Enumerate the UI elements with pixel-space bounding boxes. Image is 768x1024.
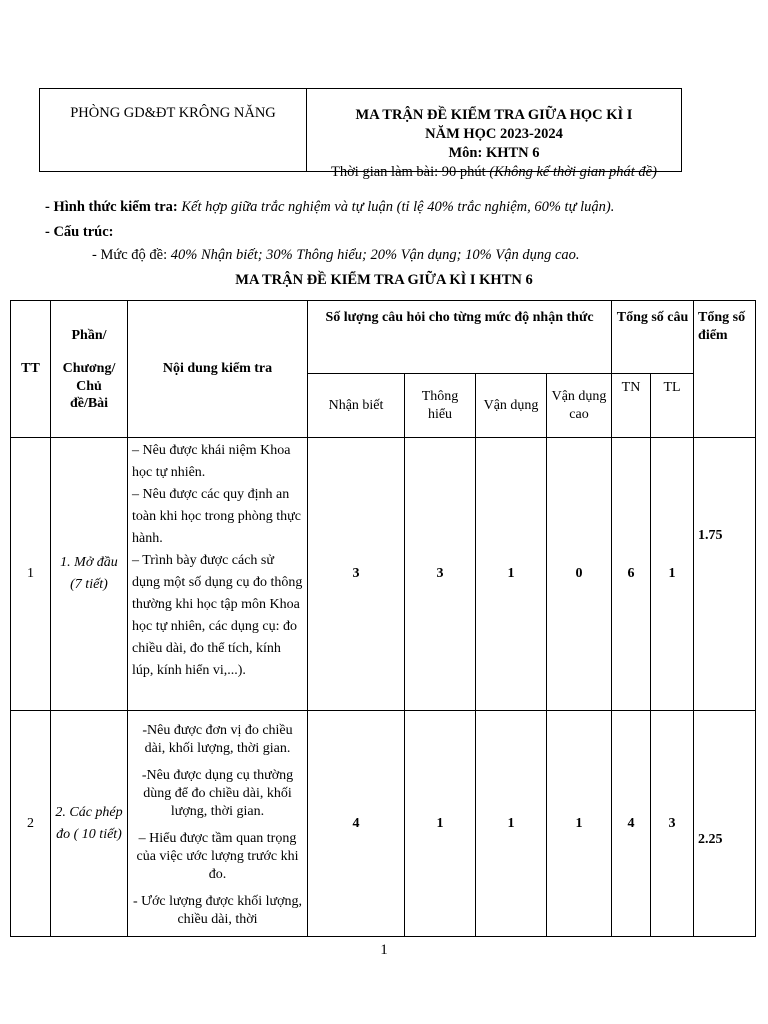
content-item: – Trình bày được cách sử dụng một số dụng cụ đo thông thường khi học tập môn Khoa học tự nhiên, các dụng cụ: đo chiều dài, đo thể tích, kính lúp, kính hiển vi,...).: [132, 553, 303, 678]
row-tt: 2: [11, 711, 51, 937]
structure-label: - Cấu trúc:: [45, 224, 114, 240]
exam-form-value: Kết hợp giữa trắc nghiệm và tự luận (tỉ lệ 40% trắc nghiệm, 60% tự luận).: [181, 199, 615, 215]
level-label: - Mức độ đề:: [92, 247, 171, 263]
content-item: – Nêu được các quy định an toàn khi học trong phòng thực hành.: [132, 487, 301, 546]
header-content: Nội dung kiểm tra: [128, 301, 308, 438]
matrix-title: MA TRẬN ĐỀ KIỂM TRA GIỮA KÌ I KHTN 6: [235, 272, 533, 288]
content-item: - Ước lượng được khối lượng, chiều dài, thời: [133, 894, 302, 927]
row-content: [128, 711, 308, 937]
row-van-dung: 1: [476, 711, 547, 937]
header-row-1: [11, 301, 756, 374]
row-topic: 1. Mở đầu (7 tiết): [51, 438, 128, 711]
header-tl: TL: [651, 374, 694, 438]
content-item: – Nêu được khái niệm Khoa học tự nhiên.: [132, 443, 291, 480]
page-number: 1: [380, 942, 388, 958]
row-topic: 2. Các phép đo ( 10 tiết): [51, 711, 128, 937]
exam-title: MA TRẬN ĐỀ KIỂM TRA GIỮA HỌC KÌ I: [355, 107, 633, 123]
header-part-a: Phần/: [71, 328, 107, 343]
header-part: [51, 301, 128, 438]
row-tl: 1: [651, 438, 694, 711]
header-box: [39, 88, 682, 180]
exam-form-line: [45, 199, 614, 216]
row-thong-hieu: 3: [405, 438, 476, 711]
exam-form-label: - Hình thức kiểm tra:: [45, 199, 182, 215]
row-tt: 1: [11, 438, 51, 711]
header-total-score: Tổng số điểm: [694, 301, 756, 438]
header-part-d: đề/Bài: [69, 396, 109, 411]
header-van-dung: Vận dụng: [476, 374, 547, 438]
row-score: 2.25: [694, 711, 756, 937]
header-nhan-biet: Nhận biết: [308, 374, 405, 438]
exam-title-block: [307, 89, 681, 180]
table-row: [11, 438, 756, 711]
content-item: -Nêu được dụng cụ thường dùng để đo chiều dài, khối lượng, thời gian.: [141, 768, 294, 819]
row-tn: 6: [612, 438, 651, 711]
row-content: [128, 438, 308, 711]
row-tn: 4: [612, 711, 651, 937]
row-score: 1.75: [694, 438, 756, 711]
row-van-dung-cao: 0: [547, 438, 612, 711]
row-van-dung-cao: 1: [547, 711, 612, 937]
department-name: PHÒNG GD&ĐT KRÔNG NĂNG: [40, 89, 307, 171]
header-tt: TT: [11, 301, 51, 438]
content-item: – Hiểu được tầm quan trọng của việc ước lượng trước khi đo.: [136, 831, 299, 882]
header-question-count: Số lượng câu hỏi cho từng mức độ nhận thức: [308, 301, 612, 374]
header-thong-hieu: Thông hiểu: [405, 374, 476, 438]
row-van-dung: 1: [476, 438, 547, 711]
row-nhan-biet: 4: [308, 711, 405, 937]
time-prefix: Thời gian làm bài: 90 phút: [331, 164, 490, 180]
header-part-c: Chủ: [76, 379, 102, 394]
school-year: NĂM HỌC 2023-2024: [425, 126, 563, 142]
content-item: -Nêu được đơn vị đo chiều dài, khối lượng, thời gian.: [142, 723, 293, 756]
subject: Môn: KHTN 6: [448, 145, 540, 161]
header-total-questions: Tổng số câu: [612, 301, 694, 374]
header-van-dung-cao: Vận dụng cao: [547, 374, 612, 438]
row-nhan-biet: 3: [308, 438, 405, 711]
header-tn: TN: [612, 374, 651, 438]
level-line: [92, 247, 580, 264]
exam-matrix-table: [10, 300, 756, 937]
time-note: (Không kể thời gian phát đề): [489, 164, 657, 180]
table-row: [11, 711, 756, 937]
time-limit: [307, 163, 681, 182]
row-thong-hieu: 1: [405, 711, 476, 937]
row-tl: 3: [651, 711, 694, 937]
level-value: 40% Nhận biết; 30% Thông hiểu; 20% Vận dụng; 10% Vận dụng cao.: [170, 247, 580, 263]
header-part-b: Chương/: [62, 361, 116, 376]
